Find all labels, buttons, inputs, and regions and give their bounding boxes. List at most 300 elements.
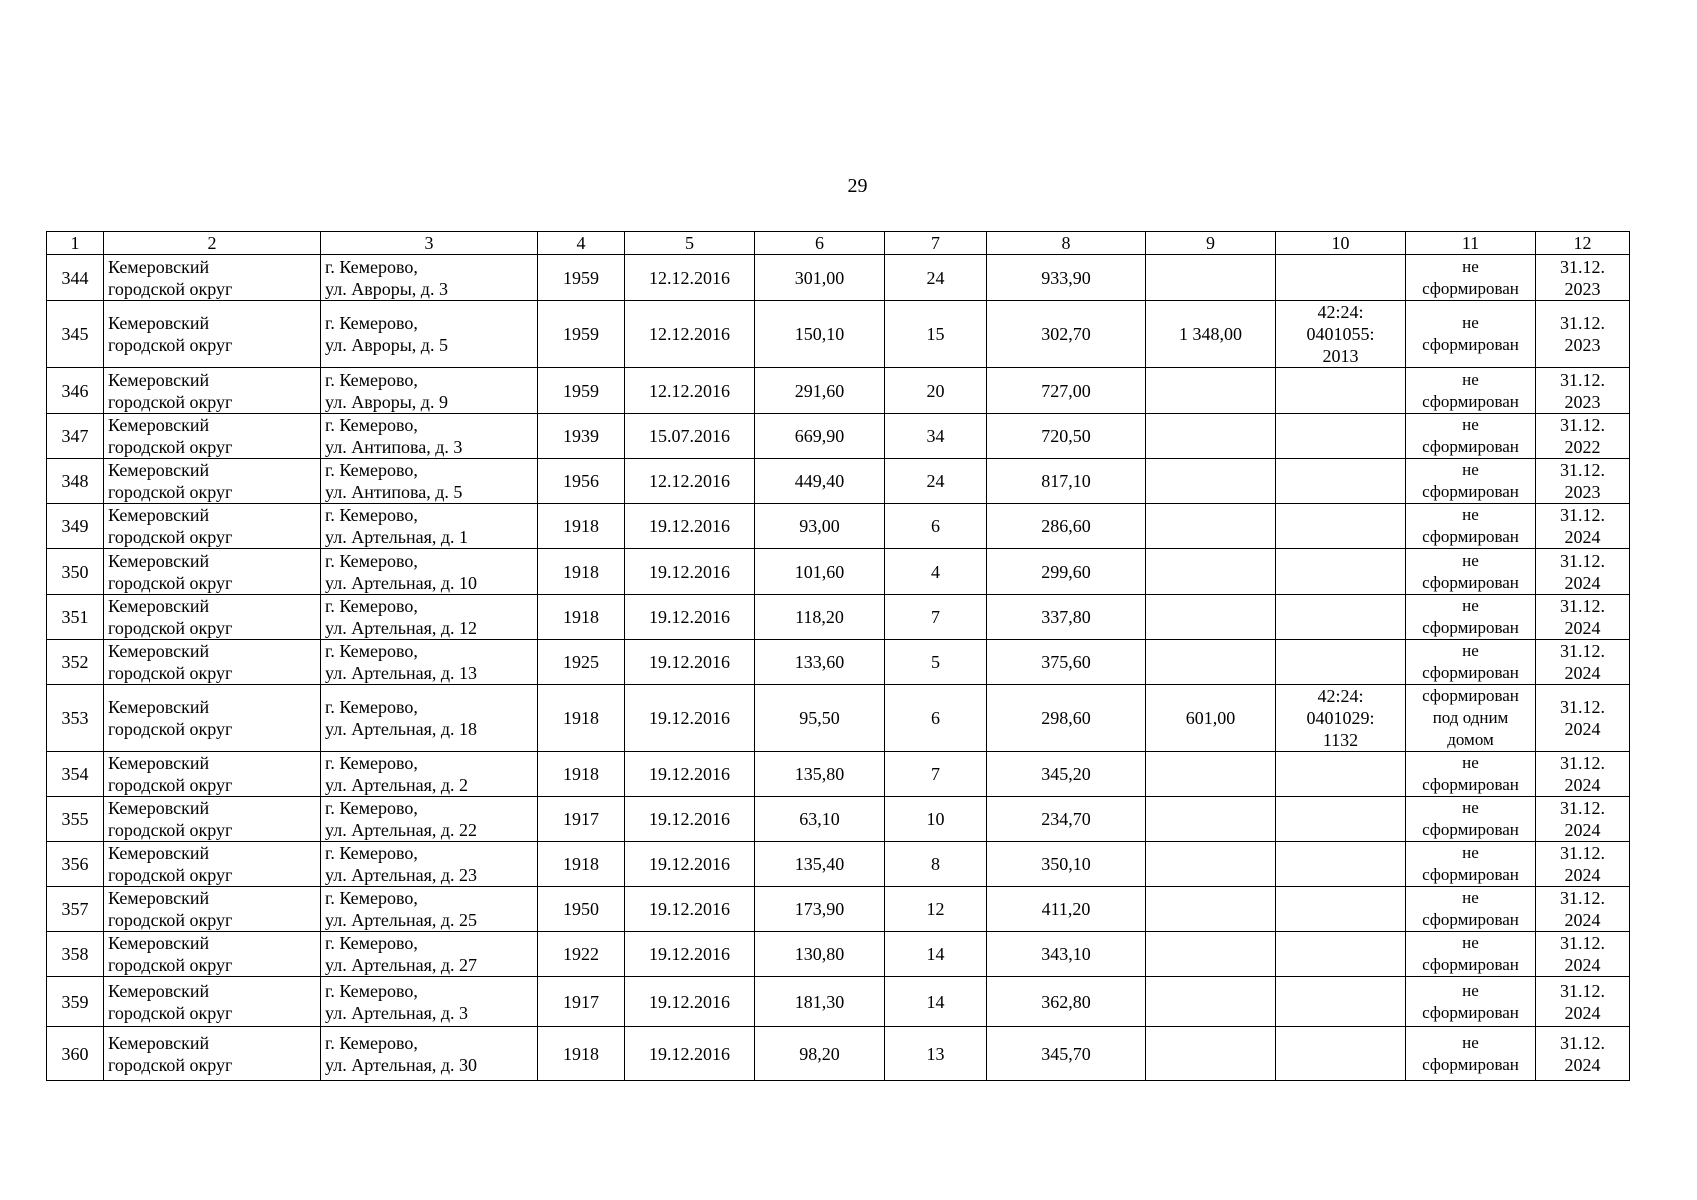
cell-line: городской округ (108, 278, 233, 299)
cell-line: городской округ (108, 572, 233, 593)
cell-line: не (1462, 980, 1479, 1000)
cell-address (321, 1027, 538, 1081)
cell-row-number: 345 (47, 301, 104, 368)
cell-area: 118,20 (755, 595, 885, 640)
cell-cadastral-number (1276, 640, 1406, 685)
cell-line: 31.12. (1560, 1032, 1605, 1053)
cell-year: 1917 (538, 797, 625, 842)
cell-line: сформирован (1422, 572, 1519, 592)
cell-date: 19.12.2016 (625, 685, 755, 752)
cell-area: 98,20 (755, 1027, 885, 1081)
cell-residents: 20 (885, 368, 987, 414)
table-row (47, 685, 1630, 752)
cell-land-area (1146, 1027, 1276, 1081)
cell-line: сформирован (1422, 1054, 1519, 1074)
table-row (47, 549, 1630, 595)
cell-row-number: 350 (47, 549, 104, 595)
cell-municipality (104, 1027, 321, 1081)
housing-registry-table (46, 231, 1630, 1081)
cell-line: городской округ (108, 527, 233, 547)
cell-address (321, 301, 538, 368)
cell-area: 93,00 (755, 504, 885, 549)
cell-line: ул. Артельная, д. 3 (325, 1002, 469, 1023)
cell-line: 1132 (1322, 730, 1359, 750)
cell-land-area (1146, 549, 1276, 595)
cell-line: сформирован (1422, 1002, 1519, 1022)
cell-area: 301,00 (755, 255, 885, 301)
cell-row-number: 353 (47, 685, 104, 752)
cell-municipality (104, 414, 321, 459)
cell-line: сформирован (1422, 335, 1519, 354)
cell-year: 1922 (538, 932, 625, 977)
cell-cadastral-number (1276, 301, 1406, 368)
cell-line: 42:24: (1317, 302, 1364, 322)
cell-line: сформирован (1422, 618, 1519, 637)
cell-cadastral-number (1276, 368, 1406, 414)
cell-line: городской округ (108, 482, 233, 502)
cell-line: 2024 (1564, 820, 1601, 840)
cell-year: 1950 (538, 887, 625, 932)
cell-line: под одним (1432, 708, 1509, 727)
cell-deadline (1536, 301, 1630, 368)
cell-address (321, 797, 538, 842)
cell-land-status (1406, 504, 1536, 549)
cell-residents: 6 (885, 504, 987, 549)
cell-line: ул. Авроры, д. 3 (325, 278, 448, 299)
cell-area: 173,90 (755, 887, 885, 932)
cell-land-area (1146, 977, 1276, 1027)
cell-line: г. Кемерово, (325, 641, 418, 661)
cell-address (321, 459, 538, 504)
cell-line: г. Кемерово, (325, 369, 418, 390)
cell-line: 0401055: (1306, 324, 1375, 344)
cell-address (321, 255, 538, 301)
cell-line: не (1462, 460, 1479, 479)
cell-land-area: 601,00 (1146, 685, 1276, 752)
column-header: 7 (885, 232, 987, 255)
cell-cadastral-number (1276, 752, 1406, 797)
cell-line: не (1462, 753, 1479, 772)
column-header: 4 (538, 232, 625, 255)
cell-municipality (104, 752, 321, 797)
cell-residents: 6 (885, 685, 987, 752)
cell-deadline (1536, 887, 1630, 932)
cell-line: Кемеровский (108, 460, 210, 480)
cell-line: сформирован (1422, 865, 1519, 884)
cell-line: ул. Артельная, д. 1 (325, 527, 469, 547)
cell-line: Кемеровский (108, 697, 210, 717)
cell-row-number: 352 (47, 640, 104, 685)
cell-cadastral-number (1276, 977, 1406, 1027)
cell-line: ул. Артельная, д. 10 (325, 572, 478, 593)
column-header: 6 (755, 232, 885, 255)
cell-line: Кемеровский (108, 550, 210, 571)
column-header: 9 (1146, 232, 1276, 255)
cell-cadastral-number (1276, 797, 1406, 842)
cell-cadastral-number (1276, 459, 1406, 504)
cell-line: 31.12. (1560, 798, 1605, 818)
cell-area: 669,90 (755, 414, 885, 459)
cell-line: 2013 (1322, 346, 1359, 366)
cell-line: Кемеровский (108, 980, 210, 1001)
table-row (47, 932, 1630, 977)
cell-line: 2024 (1564, 775, 1601, 795)
cell-line: не (1462, 596, 1479, 615)
cell-line: 2023 (1564, 278, 1601, 299)
cell-land-area (1146, 595, 1276, 640)
cell-municipality (104, 549, 321, 595)
cell-line: 2023 (1564, 391, 1601, 412)
cell-land-status (1406, 368, 1536, 414)
cell-land-area (1146, 504, 1276, 549)
cell-land-status (1406, 842, 1536, 887)
cell-line: г. Кемерово, (325, 753, 418, 773)
cell-residents: 34 (885, 414, 987, 459)
cell-deadline (1536, 459, 1630, 504)
cell-municipality (104, 685, 321, 752)
cell-year: 1939 (538, 414, 625, 459)
cell-line: сформирован (1422, 820, 1519, 839)
cell-address (321, 414, 538, 459)
cell-line: г. Кемерово, (325, 256, 418, 277)
column-header: 12 (1536, 232, 1630, 255)
cell-total-area: 375,60 (987, 640, 1146, 685)
cell-line: городской округ (108, 775, 233, 795)
cell-line: сформирован (1422, 527, 1519, 546)
cell-land-status (1406, 459, 1536, 504)
cell-total-area: 298,60 (987, 685, 1146, 752)
cell-line: городской округ (108, 1054, 233, 1075)
cell-municipality (104, 977, 321, 1027)
cell-line: Кемеровский (108, 843, 210, 863)
cell-date: 19.12.2016 (625, 549, 755, 595)
cell-residents: 24 (885, 255, 987, 301)
cell-deadline (1536, 932, 1630, 977)
cell-date: 19.12.2016 (625, 842, 755, 887)
cell-address (321, 977, 538, 1027)
cell-year: 1918 (538, 549, 625, 595)
cell-address (321, 549, 538, 595)
cell-date: 19.12.2016 (625, 797, 755, 842)
column-header: 10 (1276, 232, 1406, 255)
column-header: 5 (625, 232, 755, 255)
cell-year: 1917 (538, 977, 625, 1027)
cell-address (321, 640, 538, 685)
cell-line: 2024 (1564, 663, 1601, 683)
table-row (47, 842, 1630, 887)
cell-cadastral-number (1276, 932, 1406, 977)
cell-line: 31.12. (1560, 641, 1605, 661)
cell-date: 12.12.2016 (625, 459, 755, 504)
cell-land-status (1406, 1027, 1536, 1081)
cell-line: 2024 (1564, 1002, 1601, 1023)
cell-line: 31.12. (1560, 596, 1605, 616)
cell-line: не (1462, 1032, 1479, 1052)
cell-address (321, 887, 538, 932)
cell-line: Кемеровский (108, 933, 210, 953)
cell-area: 449,40 (755, 459, 885, 504)
cell-total-area: 345,20 (987, 752, 1146, 797)
cell-line: сформирован (1422, 955, 1519, 974)
cell-cadastral-number (1276, 685, 1406, 752)
cell-address (321, 504, 538, 549)
cell-land-area (1146, 932, 1276, 977)
cell-year: 1959 (538, 255, 625, 301)
cell-line: не (1462, 933, 1479, 952)
cell-land-status (1406, 752, 1536, 797)
cell-line: г. Кемерово, (325, 697, 418, 717)
cell-date: 19.12.2016 (625, 752, 755, 797)
cell-line: городской округ (108, 719, 233, 739)
cell-land-area (1146, 887, 1276, 932)
cell-residents: 7 (885, 595, 987, 640)
cell-deadline (1536, 549, 1630, 595)
cell-area: 150,10 (755, 301, 885, 368)
column-header: 2 (104, 232, 321, 255)
cell-total-area: 337,80 (987, 595, 1146, 640)
cell-line: ул. Артельная, д. 30 (325, 1054, 478, 1075)
cell-line: Кемеровский (108, 641, 210, 661)
cell-land-status (1406, 549, 1536, 595)
cell-line: ул. Артельная, д. 12 (325, 618, 478, 638)
cell-line: городской округ (108, 1002, 233, 1023)
cell-cadastral-number (1276, 255, 1406, 301)
cell-land-status (1406, 932, 1536, 977)
cell-row-number: 344 (47, 255, 104, 301)
cell-line: 0401029: (1306, 708, 1375, 728)
cell-total-area: 362,80 (987, 977, 1146, 1027)
cell-line: Кемеровский (108, 369, 210, 390)
cell-line: не (1462, 888, 1479, 907)
cell-line: сформирован (1422, 391, 1519, 411)
cell-year: 1925 (538, 640, 625, 685)
cell-line: городской округ (108, 910, 233, 930)
cell-line: 31.12. (1560, 369, 1605, 390)
cell-line: ул. Артельная, д. 23 (325, 865, 478, 885)
cell-land-status (1406, 414, 1536, 459)
cell-row-number: 355 (47, 797, 104, 842)
cell-municipality (104, 640, 321, 685)
cell-line: Кемеровский (108, 596, 210, 616)
cell-year: 1918 (538, 595, 625, 640)
cell-line: сформирован (1422, 775, 1519, 794)
cell-year: 1918 (538, 842, 625, 887)
cell-date: 12.12.2016 (625, 255, 755, 301)
cell-cadastral-number (1276, 595, 1406, 640)
cell-land-area (1146, 414, 1276, 459)
cell-total-area: 286,60 (987, 504, 1146, 549)
cell-row-number: 354 (47, 752, 104, 797)
cell-land-status (1406, 685, 1536, 752)
table-body (47, 255, 1630, 1081)
cell-total-area: 933,90 (987, 255, 1146, 301)
cell-line: 2024 (1564, 618, 1601, 638)
cell-line: г. Кемерово, (325, 550, 418, 571)
cell-land-status (1406, 797, 1536, 842)
cell-line: городской округ (108, 335, 233, 355)
cell-municipality (104, 301, 321, 368)
cell-total-area: 343,10 (987, 932, 1146, 977)
cell-date: 19.12.2016 (625, 640, 755, 685)
cell-area: 63,10 (755, 797, 885, 842)
cell-line: сформирован (1422, 686, 1519, 705)
cell-date: 12.12.2016 (625, 301, 755, 368)
cell-line: г. Кемерово, (325, 933, 418, 953)
cell-total-area: 720,50 (987, 414, 1146, 459)
cell-land-area (1146, 640, 1276, 685)
cell-area: 95,50 (755, 685, 885, 752)
cell-line: не (1462, 843, 1479, 862)
cell-row-number: 348 (47, 459, 104, 504)
cell-cadastral-number (1276, 1027, 1406, 1081)
cell-line: 2023 (1564, 335, 1601, 355)
cell-municipality (104, 595, 321, 640)
cell-line: г. Кемерово, (325, 415, 418, 435)
cell-municipality (104, 842, 321, 887)
cell-row-number: 349 (47, 504, 104, 549)
cell-land-area (1146, 368, 1276, 414)
cell-total-area: 345,70 (987, 1027, 1146, 1081)
table-row (47, 797, 1630, 842)
column-header: 3 (321, 232, 538, 255)
cell-line: ул. Авроры, д. 5 (325, 335, 448, 355)
cell-line: ул. Антипова, д. 3 (325, 437, 463, 457)
cell-area: 181,30 (755, 977, 885, 1027)
cell-line: 31.12. (1560, 933, 1605, 953)
cell-line: г. Кемерово, (325, 888, 418, 908)
cell-residents: 15 (885, 301, 987, 368)
cell-address (321, 842, 538, 887)
cell-total-area: 411,20 (987, 887, 1146, 932)
cell-total-area: 727,00 (987, 368, 1146, 414)
cell-line: 31.12. (1560, 256, 1605, 277)
cell-residents: 5 (885, 640, 987, 685)
cell-line: 2024 (1564, 1054, 1601, 1075)
cell-land-status (1406, 887, 1536, 932)
cell-line: Кемеровский (108, 888, 210, 908)
cell-municipality (104, 368, 321, 414)
cell-row-number: 356 (47, 842, 104, 887)
cell-total-area: 350,10 (987, 842, 1146, 887)
cell-line: г. Кемерово, (325, 505, 418, 525)
cell-date: 19.12.2016 (625, 504, 755, 549)
cell-municipality (104, 932, 321, 977)
column-header: 8 (987, 232, 1146, 255)
cell-deadline (1536, 595, 1630, 640)
cell-area: 135,40 (755, 842, 885, 887)
table-row (47, 459, 1630, 504)
cell-line: ул. Артельная, д. 2 (325, 775, 469, 795)
cell-address (321, 595, 538, 640)
cell-line: сформирован (1422, 482, 1519, 501)
cell-line: городской округ (108, 955, 233, 975)
cell-address (321, 752, 538, 797)
cell-area: 133,60 (755, 640, 885, 685)
cell-deadline (1536, 1027, 1630, 1081)
cell-land-area (1146, 797, 1276, 842)
cell-municipality (104, 459, 321, 504)
cell-year: 1918 (538, 752, 625, 797)
cell-residents: 7 (885, 752, 987, 797)
cell-date: 19.12.2016 (625, 1027, 755, 1081)
cell-land-area (1146, 842, 1276, 887)
table-row (47, 414, 1630, 459)
cell-line: Кемеровский (108, 256, 210, 277)
cell-line: ул. Антипова, д. 5 (325, 482, 463, 502)
table-row (47, 368, 1630, 414)
cell-line: 31.12. (1560, 313, 1605, 333)
cell-line: г. Кемерово, (325, 980, 418, 1001)
cell-date: 12.12.2016 (625, 368, 755, 414)
cell-line: 42:24: (1317, 686, 1364, 706)
cell-line: Кемеровский (108, 313, 210, 333)
cell-line: Кемеровский (108, 505, 210, 525)
cell-line: городской округ (108, 663, 233, 683)
cell-municipality (104, 887, 321, 932)
cell-date: 15.07.2016 (625, 414, 755, 459)
cell-line: городской округ (108, 437, 233, 457)
cell-deadline (1536, 685, 1630, 752)
cell-land-status (1406, 595, 1536, 640)
table-row (47, 504, 1630, 549)
cell-year: 1918 (538, 504, 625, 549)
cell-deadline (1536, 977, 1630, 1027)
cell-deadline (1536, 640, 1630, 685)
cell-line: ул. Артельная, д. 27 (325, 955, 478, 975)
cell-row-number: 351 (47, 595, 104, 640)
table-row (47, 887, 1630, 932)
cell-line: 2022 (1564, 437, 1601, 457)
cell-residents: 14 (885, 977, 987, 1027)
column-header: 1 (47, 232, 104, 255)
cell-line: сформирован (1422, 437, 1519, 456)
cell-line: 31.12. (1560, 753, 1605, 773)
cell-year: 1918 (538, 1027, 625, 1081)
cell-row-number: 357 (47, 887, 104, 932)
cell-line: 31.12. (1560, 697, 1605, 717)
cell-land-status (1406, 255, 1536, 301)
cell-residents: 4 (885, 549, 987, 595)
cell-line: не (1462, 415, 1479, 434)
cell-line: не (1462, 313, 1479, 332)
table-row (47, 1027, 1630, 1081)
cell-municipality (104, 797, 321, 842)
cell-line: 31.12. (1560, 888, 1605, 908)
cell-year: 1956 (538, 459, 625, 504)
cell-line: городской округ (108, 618, 233, 638)
cell-land-status (1406, 301, 1536, 368)
cell-year: 1959 (538, 301, 625, 368)
cell-residents: 13 (885, 1027, 987, 1081)
cell-land-status (1406, 977, 1536, 1027)
cell-land-area (1146, 752, 1276, 797)
table-row (47, 301, 1630, 368)
cell-total-area: 299,60 (987, 549, 1146, 595)
cell-line: г. Кемерово, (325, 1032, 418, 1053)
cell-deadline (1536, 797, 1630, 842)
cell-deadline (1536, 414, 1630, 459)
cell-line: не (1462, 505, 1479, 524)
cell-residents: 10 (885, 797, 987, 842)
page-number: 29 (847, 175, 868, 197)
cell-line: 2024 (1564, 527, 1601, 547)
cell-row-number: 346 (47, 368, 104, 414)
cell-date: 19.12.2016 (625, 977, 755, 1027)
cell-year: 1959 (538, 368, 625, 414)
cell-line: г. Кемерово, (325, 596, 418, 616)
cell-line: не (1462, 256, 1479, 276)
cell-date: 19.12.2016 (625, 932, 755, 977)
